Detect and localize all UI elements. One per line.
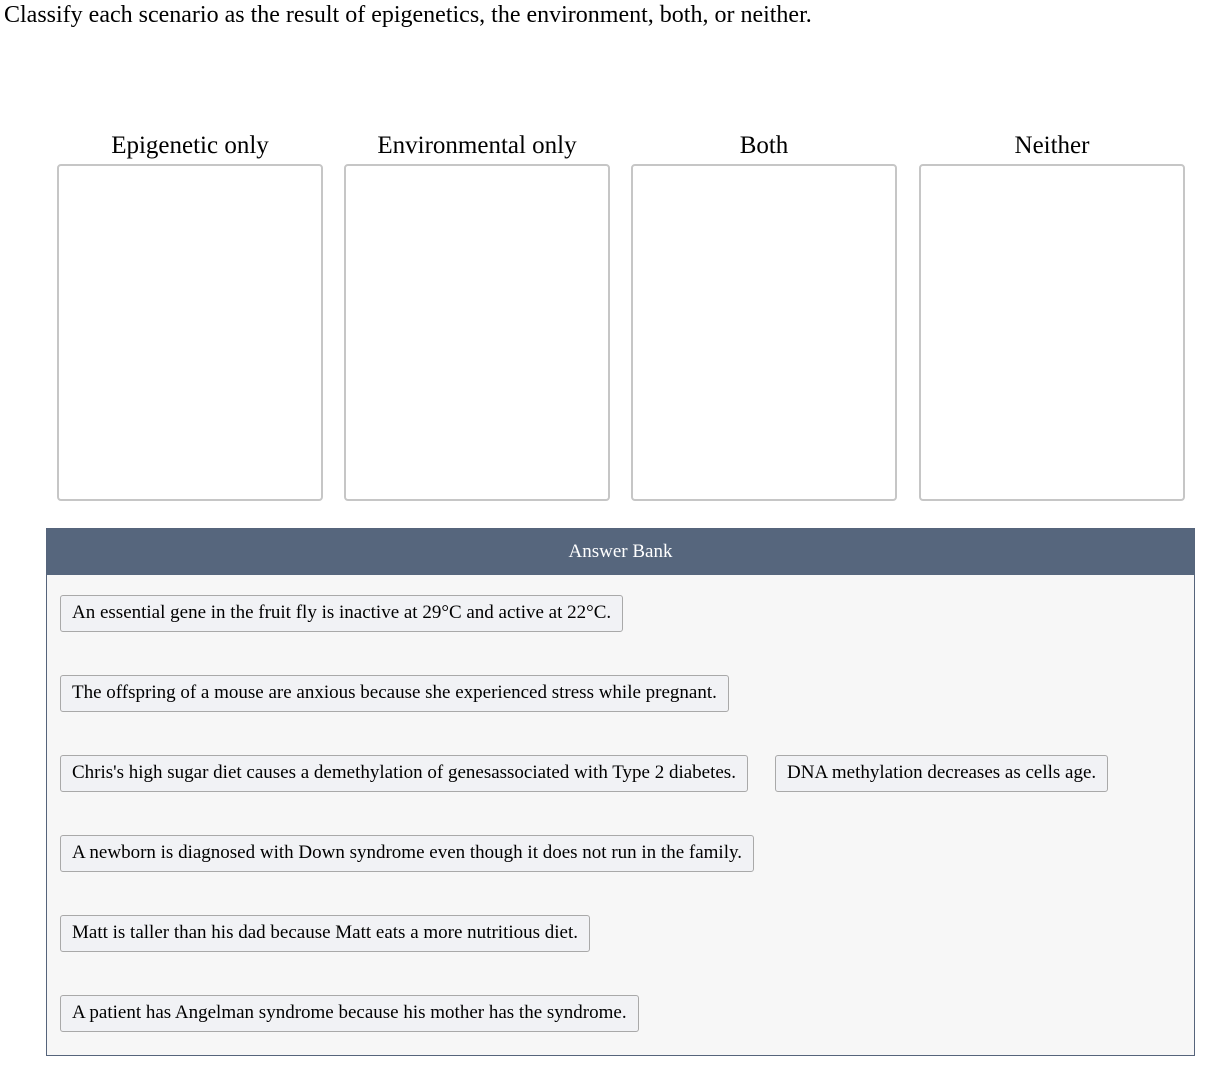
answer-chip-angelman-syndrome[interactable]: A patient has Angelman syndrome because his mother has the syndrome. xyxy=(60,995,639,1032)
drop-zone-neither[interactable] xyxy=(919,164,1185,501)
drop-zone-epigenetic-only[interactable] xyxy=(57,164,323,501)
answer-bank[interactable] xyxy=(46,528,1195,1056)
question-prompt: Classify each scenario as the result of epigenetics, the environment, both, or neither. xyxy=(4,2,812,28)
bin-label-environmental-only: Environmental only xyxy=(377,132,577,159)
answer-chip-dna-methylation-age[interactable]: DNA methylation decreases as cells age. xyxy=(775,755,1108,792)
drop-zone-environmental-only[interactable] xyxy=(344,164,610,501)
bin-label-epigenetic-only: Epigenetic only xyxy=(111,132,269,159)
answer-bank-title: Answer Bank xyxy=(47,529,1194,575)
answer-chip-chris-sugar-diet[interactable]: Chris's high sugar diet causes a demethylation of genesassociated with Type 2 diabetes. xyxy=(60,755,748,792)
answer-chip-mouse-offspring[interactable]: The offspring of a mouse are anxious because she experienced stress while pregnant. xyxy=(60,675,729,712)
answer-chip-matt-taller[interactable]: Matt is taller than his dad because Matt eats a more nutritious diet. xyxy=(60,915,590,952)
answer-chip-fruit-fly-gene[interactable]: An essential gene in the fruit fly is inactive at 29°C and active at 22°C. xyxy=(60,595,623,632)
answer-chip-down-syndrome[interactable]: A newborn is diagnosed with Down syndrome even though it does not run in the family. xyxy=(60,835,754,872)
drop-zone-both[interactable] xyxy=(631,164,897,501)
bin-label-neither: Neither xyxy=(1014,132,1090,159)
bin-label-both: Both xyxy=(739,132,789,159)
